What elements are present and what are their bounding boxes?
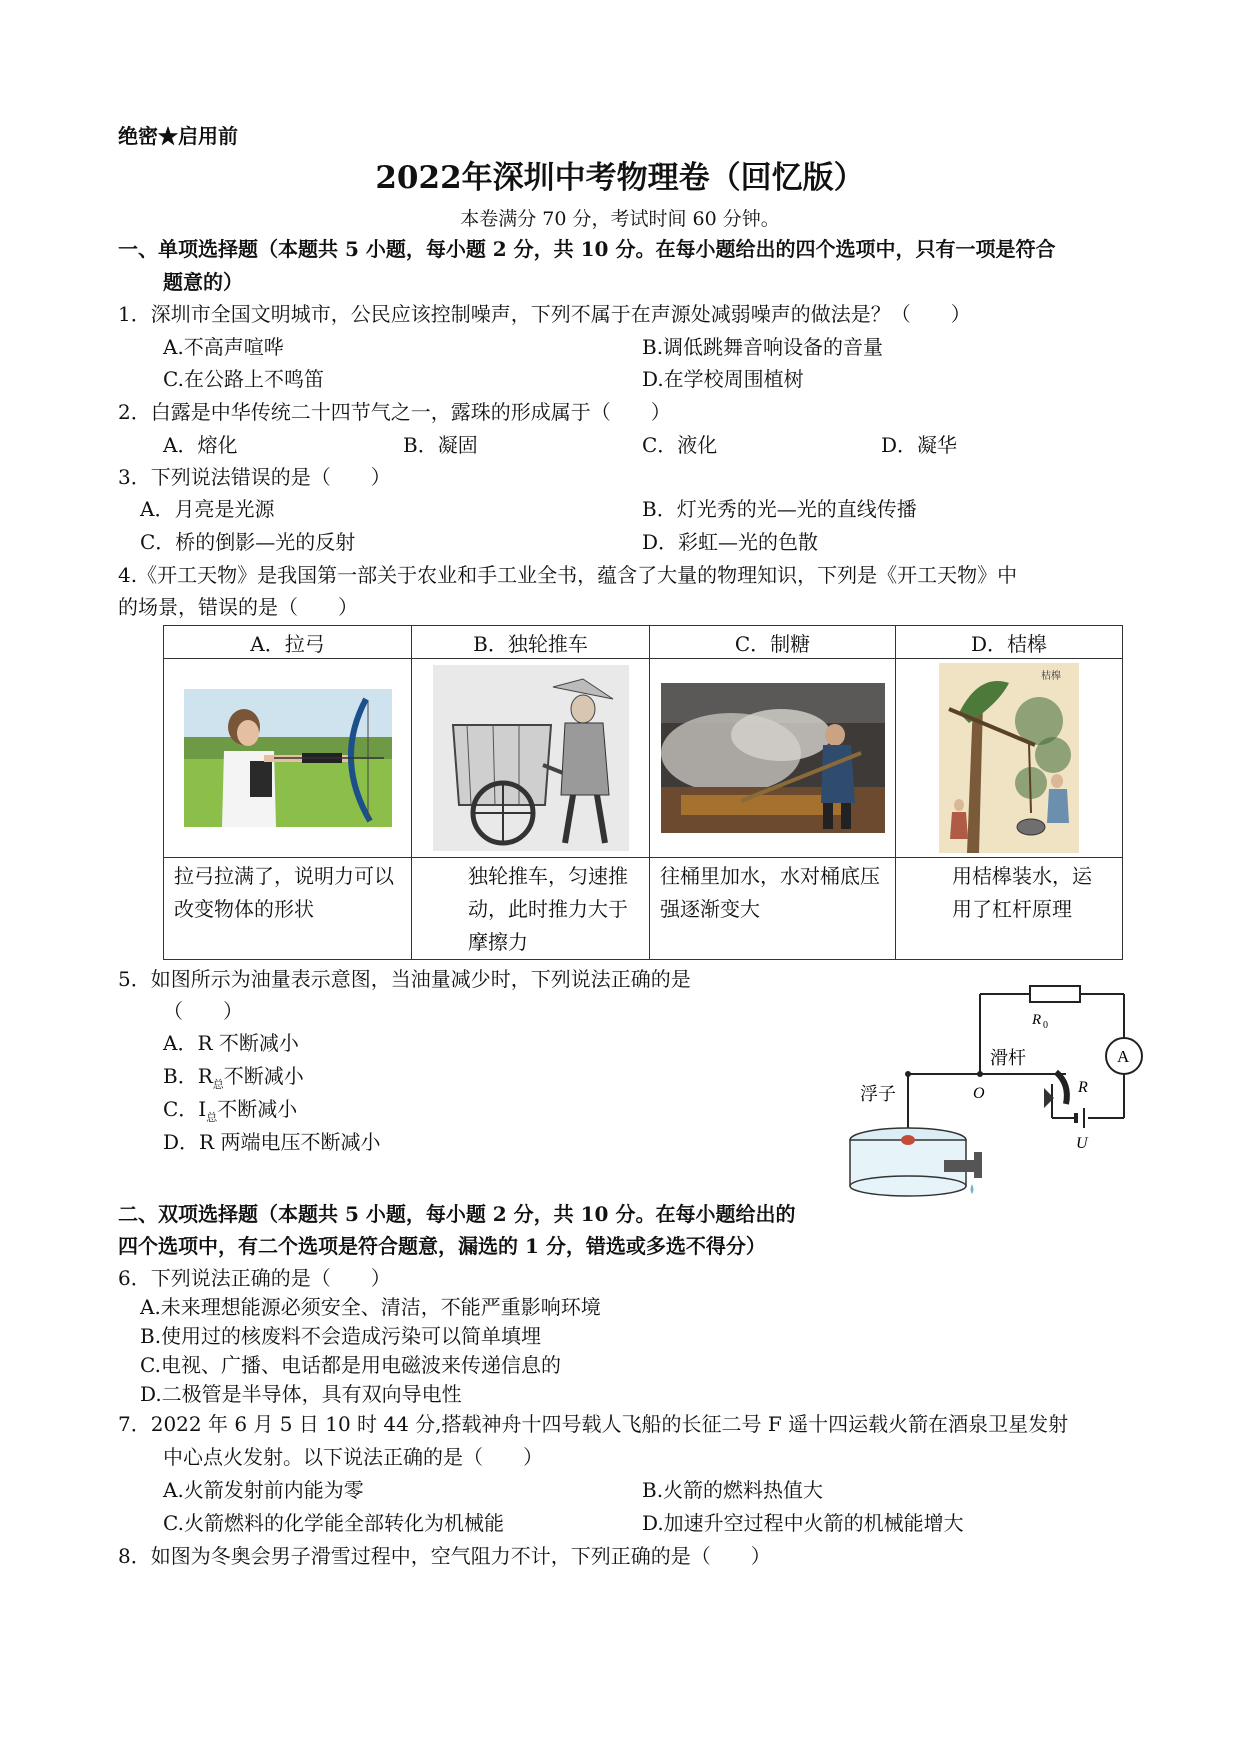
q7-option-d: D.加速升空过程中火箭的机械能增大 [642, 1511, 964, 1535]
archery-image [184, 689, 392, 827]
q4-header-c: C．制糖 [650, 626, 896, 659]
q1-option-c: C.在公路上不鸣笛 [163, 367, 324, 391]
q7-option-a: A.火箭发射前内能为零 [163, 1478, 364, 1502]
q1-stem: 1．深圳市全国文明城市，公民应该控制噪声，下列不属于在声源处减弱噪声的做法是？（ ） [118, 302, 971, 326]
q4-stem: 4.《开工天物》是我国第一部关于农业和手工业全书，蕴含了大量的物理知识，下列是《开工天物》中 [118, 563, 1018, 587]
q5-option-d: D．R 两端电压不断减小 [163, 1130, 381, 1154]
resistor-r-label: R [1078, 1079, 1088, 1096]
q1-option-d: D.在学校周围植树 [642, 367, 804, 391]
q6-option-a: A.未来理想能源必须安全、清洁，不能严重影响环境 [140, 1295, 601, 1319]
q2-option-b: B．凝固 [403, 433, 478, 457]
page-subtitle: 本卷满分 70 分，考试时间 60 分钟。 [460, 208, 780, 230]
section2-heading: 二、双项选择题（本题共 5 小题，每小题 2 分，共 10 分。在每小题给出的 [118, 1202, 796, 1226]
section2-heading-cont: 四个选项中，有二个选项是符合题意，漏选的 1 分，错选或多选不得分） [118, 1234, 766, 1258]
q7-option-b: B.火箭的燃料热值大 [642, 1478, 824, 1502]
q1-option-b: B.调低跳舞音响设备的音量 [642, 335, 884, 359]
section1-heading: 一、单项选择题（本题共 5 小题，每小题 2 分，共 10 分。在每小题给出的四个选项中，只有一项是符合 [118, 237, 1056, 261]
q2-option-a: A．熔化 [163, 433, 238, 457]
q5-option-b: B．$R_总$不断减小 [163, 1064, 304, 1091]
r0-label: R [1032, 1012, 1042, 1028]
q2-option-d: D．凝华 [881, 433, 958, 457]
oil-gauge-circuit-diagram [840, 980, 1170, 1200]
ammeter-label: A [1117, 1047, 1130, 1066]
page-title: 2022年深圳中考物理卷（回忆版） [375, 160, 865, 196]
q3-option-c: C．桥的倒影—光的反射 [140, 530, 356, 554]
q3-option-b: B．灯光秀的光—光的直线传播 [642, 497, 917, 521]
float-label: 浮子 [860, 1084, 896, 1104]
q4-header-a: A．拉弓 [164, 626, 412, 659]
sugar-making-image [661, 683, 885, 833]
q5-option-a: A．R 不断减小 [163, 1031, 299, 1055]
q2-stem: 2．白露是中华传统二十四节气之一，露珠的形成属于（ ） [118, 400, 671, 424]
q2-option-c: C．液化 [642, 433, 718, 457]
pivot-label: O [973, 1085, 985, 1102]
q1-option-a: A.不高声喧哗 [163, 335, 284, 359]
shadoof-image-label: 桔槔 [1041, 671, 1061, 682]
q3-option-a: A．月亮是光源 [140, 497, 275, 521]
q6-option-d: D.二极管是半导体，具有双向导电性 [140, 1382, 462, 1406]
q7-stem-cont: 中心点火发射。以下说法正确的是（ ） [163, 1445, 543, 1469]
r0-subscript: 0 [1043, 1020, 1048, 1031]
q4-desc-b: 独轮推车，匀速推动，此时推力大于摩擦力 [412, 858, 650, 960]
q4-scenes-table [163, 625, 1123, 960]
lever-label: 滑杆 [990, 1048, 1026, 1068]
confidential-label: 绝密★启用前 [118, 124, 238, 148]
q8-stem: 8．如图为冬奥会男子滑雪过程中，空气阻力不计，下列正确的是（ ） [118, 1544, 771, 1568]
q7-option-c: C.火箭燃料的化学能全部转化为机械能 [163, 1511, 504, 1535]
q5-answer-blank: （ ） [163, 999, 243, 1023]
q4-desc-a: 拉弓拉满了，说明力可以改变物体的形状 [164, 858, 412, 960]
q7-stem: 7．2022 年 6 月 5 日 10 时 44 分,搭载神舟十四号载人飞船的长征二号 F 遥十四运载火箭在酒泉卫星发射 [118, 1412, 1069, 1436]
wheelbarrow-image [433, 665, 629, 851]
q5-stem: 5．如图所示为油量表示意图，当油量减少时，下列说法正确的是 [118, 967, 691, 991]
q4-header-d: D．桔槔 [896, 626, 1123, 659]
q5-option-c: C．$I_总$不断减小 [163, 1097, 298, 1124]
q6-option-b: B.使用过的核废料不会造成污染可以简单填埋 [140, 1324, 542, 1348]
q4-header-b: B．独轮推车 [412, 626, 650, 659]
q6-stem: 6．下列说法正确的是（ ） [118, 1266, 391, 1290]
section1-heading-cont: 题意的） [163, 270, 243, 294]
shadoof-image [939, 663, 1079, 853]
q3-stem: 3．下列说法错误的是（ ） [118, 465, 391, 489]
q4-stem-cont: 的场景，错误的是（ ） [118, 595, 358, 619]
q6-option-c: C.电视、广播、电话都是用电磁波来传递信息的 [140, 1353, 561, 1377]
voltage-label: U [1076, 1135, 1088, 1152]
q4-desc-d: 用桔槔装水，运用了杠杆原理 [896, 858, 1123, 960]
q4-desc-c: 往桶里加水，水对桶底压强逐渐变大 [650, 858, 896, 960]
q3-option-d: D．彩虹—光的色散 [642, 530, 819, 554]
